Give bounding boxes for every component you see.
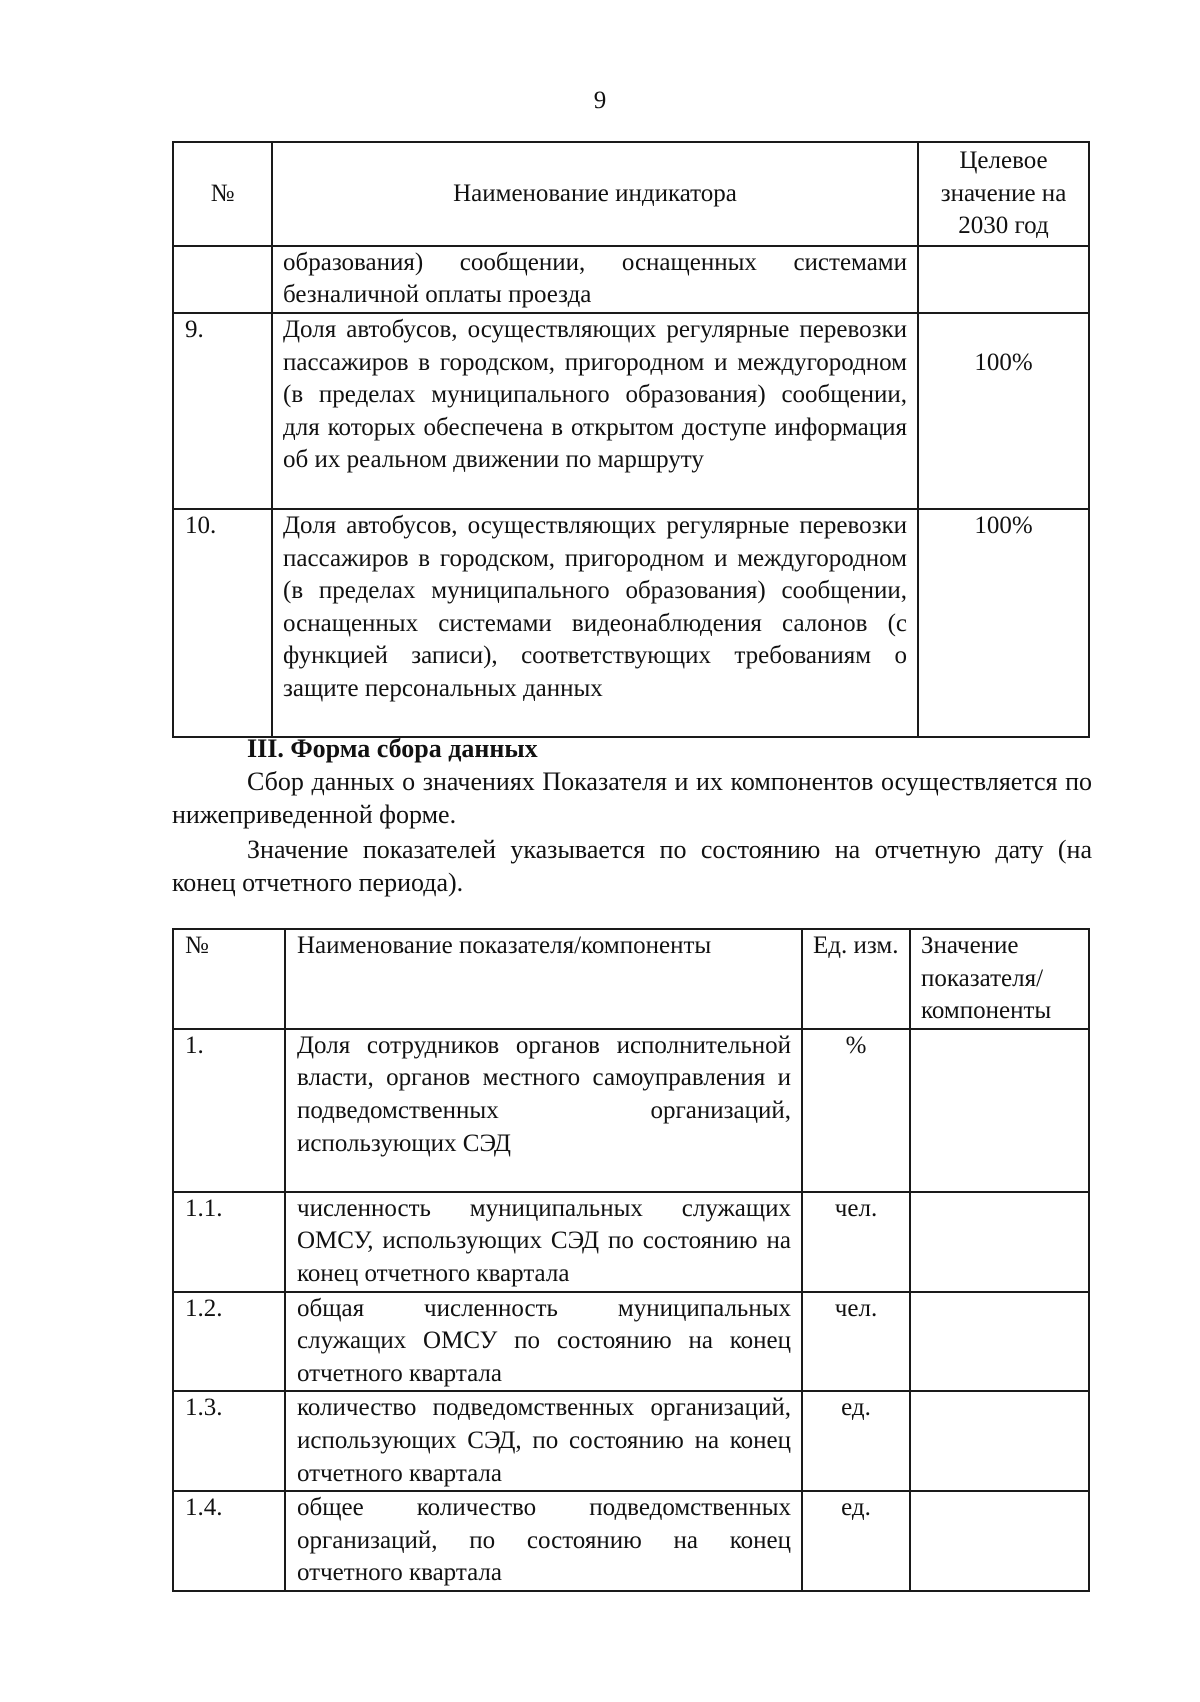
row-value	[910, 1192, 1089, 1292]
row-target-value	[918, 246, 1089, 313]
row-unit: чел.	[802, 1292, 910, 1392]
table-header-row	[173, 142, 1089, 246]
row-unit: чел.	[802, 1192, 910, 1292]
section-data-collection	[172, 733, 1092, 899]
row-value	[910, 1391, 1089, 1491]
row-num: 9.	[173, 313, 272, 509]
data-collection-form-table	[172, 928, 1090, 1592]
row-num: 1.1.	[173, 1192, 285, 1292]
header-num: №	[173, 929, 285, 1029]
row-indicator-name: численность муниципальных служащих ОМСУ, использующих СЭД по состоянию на конец отчетного квартала	[285, 1192, 802, 1292]
row-num: 1.2.	[173, 1292, 285, 1392]
table-row	[173, 246, 1089, 313]
row-unit: ед.	[802, 1391, 910, 1491]
page-number: 9	[593, 87, 607, 114]
table-row	[173, 1391, 1089, 1491]
row-num: 1.	[173, 1029, 285, 1192]
table-row	[173, 1192, 1089, 1292]
row-num: 1.3.	[173, 1391, 285, 1491]
section-title: III. Форма сбора данных	[247, 734, 538, 763]
paragraph-collection: Сбор данных о значениях Показателя и их компонентов осуществляется по нижеприведенной форме.	[172, 767, 1092, 829]
row-target-value: 100%	[918, 509, 1089, 737]
row-indicator-name: Доля сотрудников органов исполнительной власти, органов местного самоуправления и подведомственных организаций, использующих СЭД	[285, 1029, 802, 1192]
row-value	[910, 1029, 1089, 1192]
header-target-2030: Целевое значение на 2030 год	[918, 142, 1089, 246]
table-row	[173, 1029, 1089, 1192]
paragraph-reporting-date: Значение показателей указывается по состоянию на отчетную дату (на конец отчетного периода).	[172, 835, 1092, 897]
row-indicator-name: общее количество подведомственных организаций, по состоянию на конец отчетного квартала	[285, 1491, 802, 1591]
header-value: Значение показателя/ компоненты	[910, 929, 1089, 1029]
table-row	[173, 313, 1089, 509]
row-num	[173, 246, 272, 313]
header-indicator-name: Наименование показателя/компоненты	[285, 929, 802, 1029]
row-target-value: 100%	[918, 313, 1089, 509]
header-num: №	[173, 142, 272, 246]
row-indicator-name: общая численность муниципальных служащих ОМСУ по состоянию на конец отчетного квартала	[285, 1292, 802, 1392]
row-num: 1.4.	[173, 1491, 285, 1591]
row-unit: ед.	[802, 1491, 910, 1591]
row-num: 10.	[173, 509, 272, 737]
row-value	[910, 1491, 1089, 1591]
row-value	[910, 1292, 1089, 1392]
row-indicator-name: количество подведомственных организаций, использующих СЭД, по состоянию на конец отчетного квартала	[285, 1391, 802, 1491]
header-indicator-name: Наименование индикатора	[272, 142, 918, 246]
indicators-table	[172, 141, 1090, 738]
table-header-row	[173, 929, 1089, 1029]
row-indicator-name: Доля автобусов, осуществляющих регулярные перевозки пассажиров в городском, пригородном и междугородном (в пределах муниципального образования) сообщении, для которых обеспечена в открытом доступе информация об их реальном движении по маршруту	[272, 313, 918, 509]
header-unit: Ед. изм.	[802, 929, 910, 1029]
table-row	[173, 509, 1089, 737]
table-row	[173, 1292, 1089, 1392]
table-row	[173, 1491, 1089, 1591]
row-indicator-name: образования) сообщении, оснащенных системами безналичной оплаты проезда	[272, 246, 918, 313]
row-unit: %	[802, 1029, 910, 1192]
row-indicator-name: Доля автобусов, осуществляющих регулярные перевозки пассажиров в городском, пригородном и междугородном (в пределах муниципального образования) сообщении, оснащенных системами видеонаблюдения салонов (с функцией записи), соответствующих требованиям о защите персональных данных	[272, 509, 918, 737]
